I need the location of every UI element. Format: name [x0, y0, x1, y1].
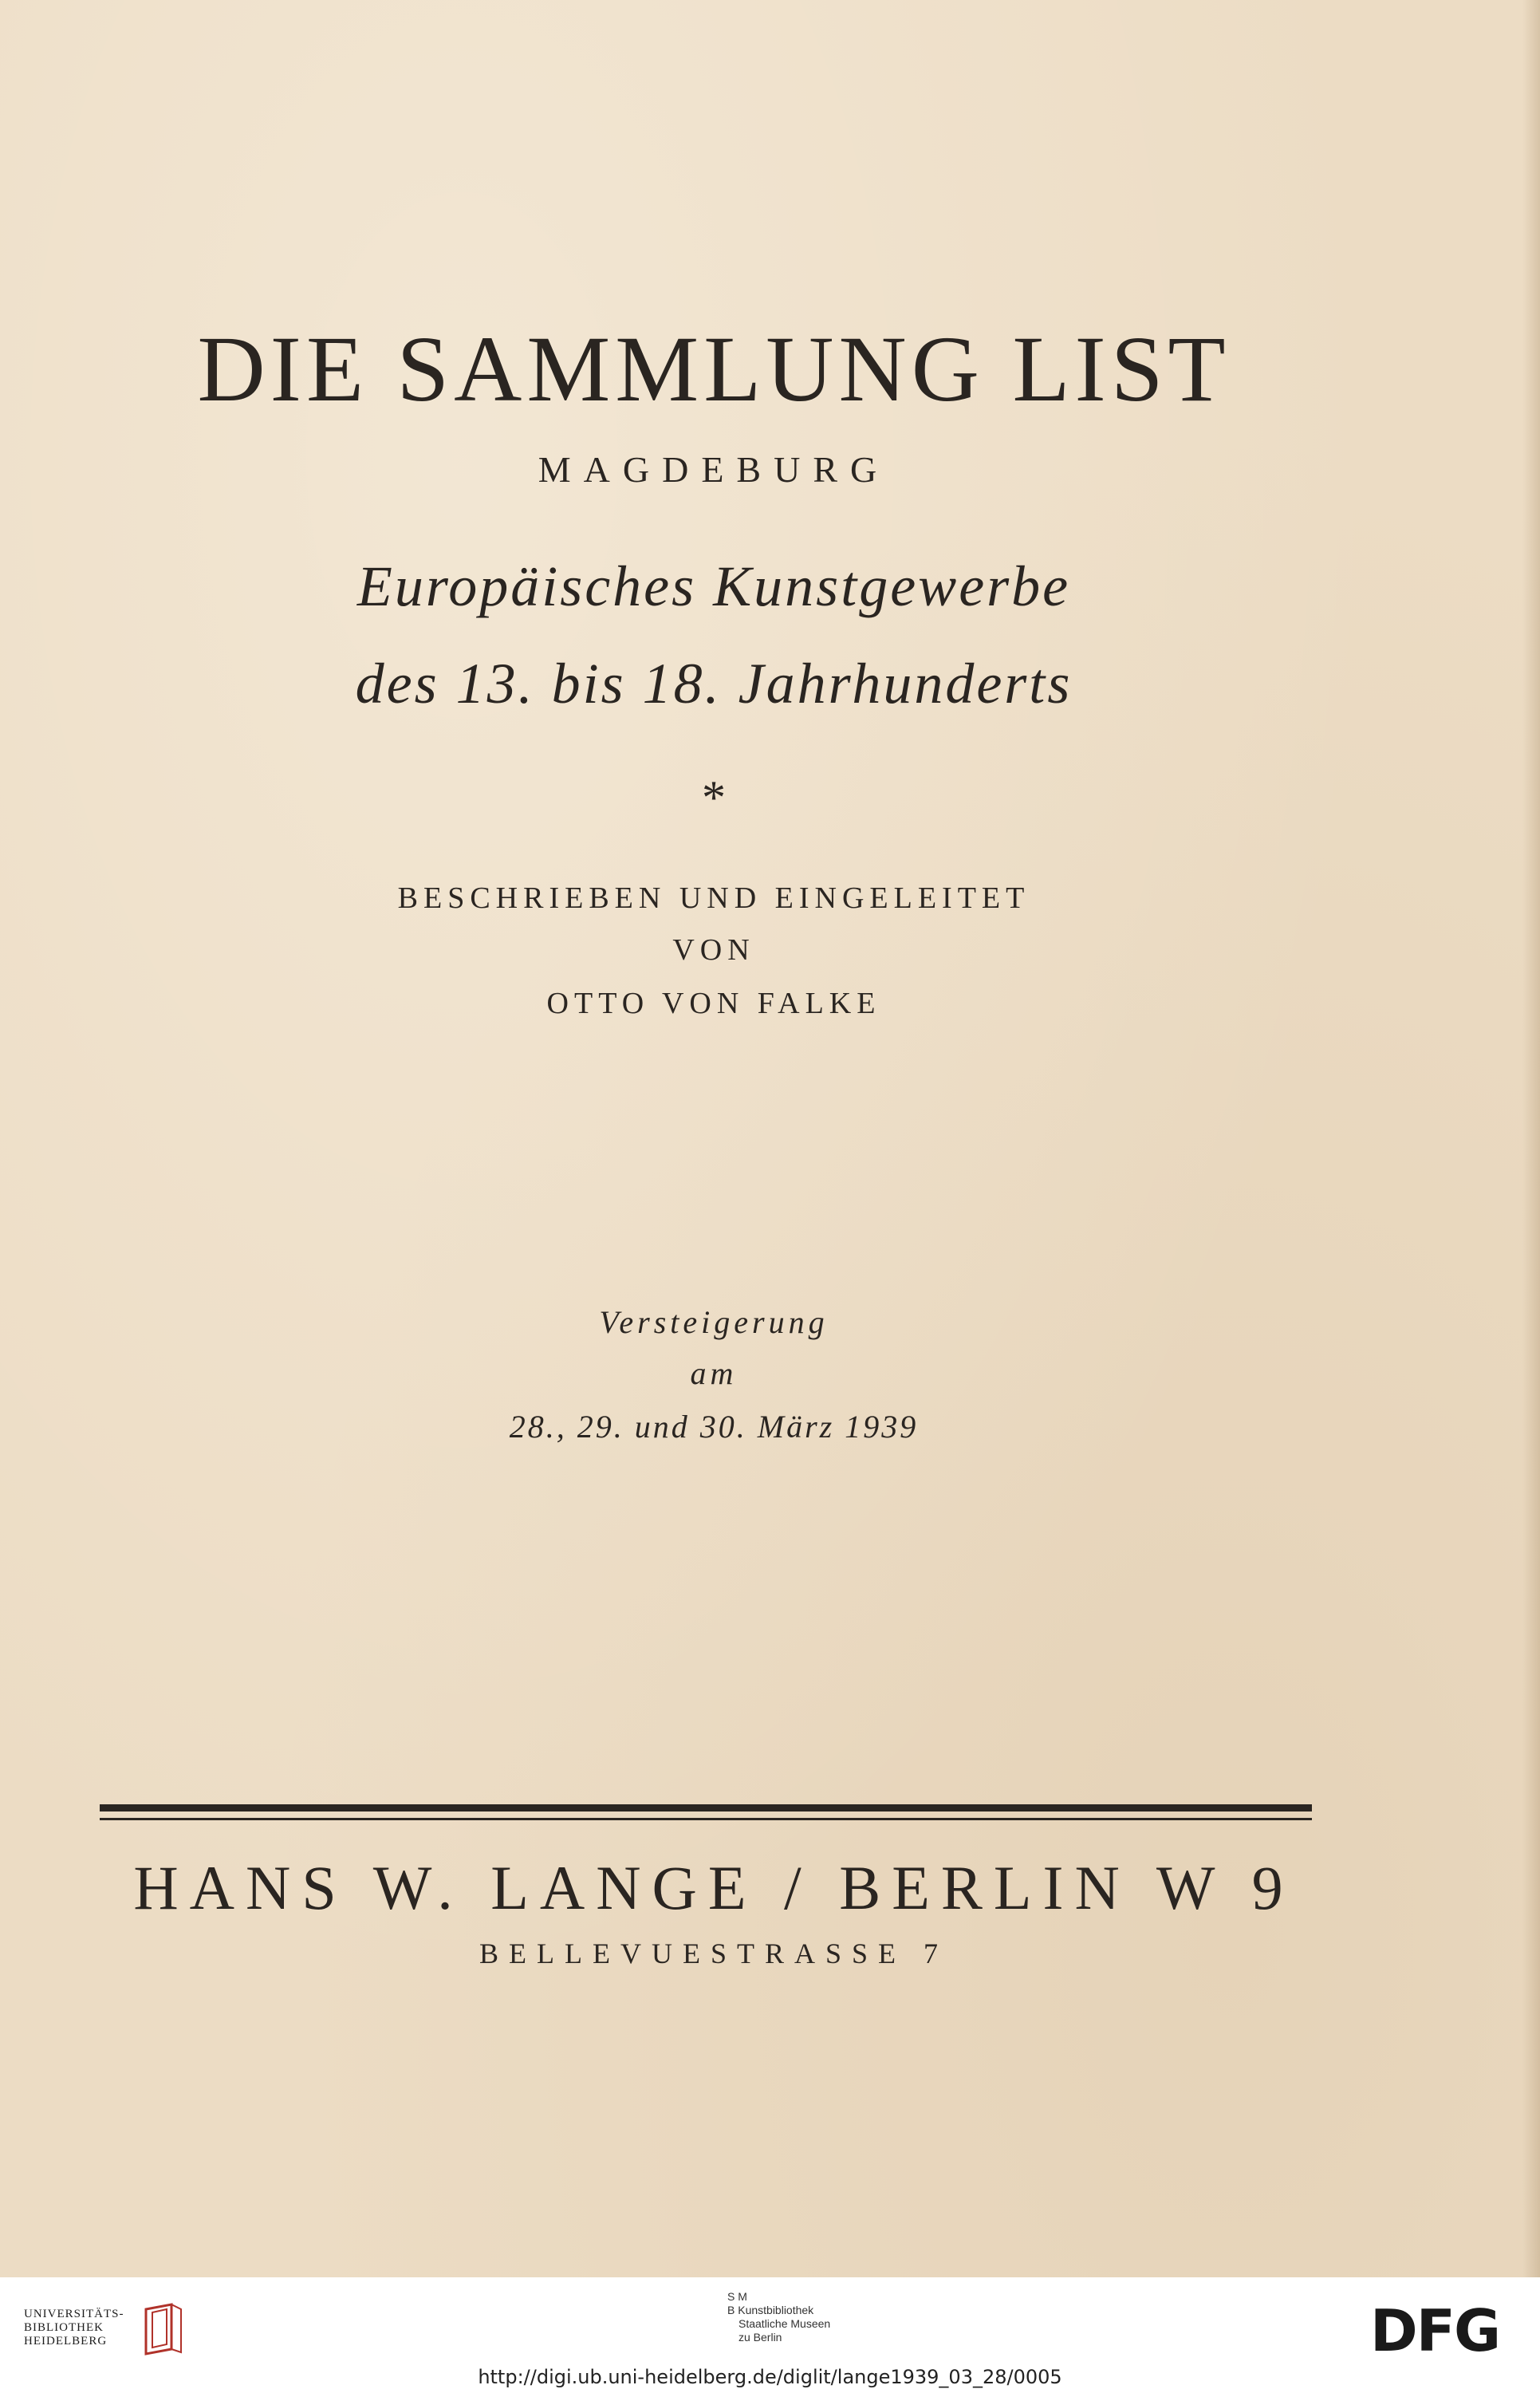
credit-line2: VON	[672, 933, 755, 967]
library-name-line3: HEIDELBERG	[24, 2335, 108, 2348]
partner-line4: zu Berlin	[738, 2331, 782, 2344]
publisher-address: BELLEVUESTRASSE 7	[479, 1938, 948, 1969]
catalog-subtitle-line1: Europäisches Kunstgewerbe	[356, 554, 1071, 618]
publisher-name: HANS W. LANGE / BERLIN W 9	[133, 1853, 1294, 1922]
library-name-line1: UNIVERSITÄTS-	[24, 2308, 124, 2320]
divider-rule-thick	[100, 1804, 1312, 1811]
catalog-title: DIE SAMMLUNG LIST	[197, 317, 1231, 421]
partner-line3: Staatliche Museen	[738, 2317, 831, 2330]
auction-label: Versteigerung	[599, 1304, 829, 1340]
partner-line1: S M	[727, 2290, 747, 2303]
ornament-asterisk: *	[702, 771, 726, 824]
dfg-logo[interactable]: DFG	[1370, 2297, 1500, 2364]
library-name-line2: BIBLIOTHEK	[24, 2321, 104, 2334]
auction-am: am	[690, 1355, 738, 1391]
library-mark-icon	[140, 2301, 186, 2357]
permalink-url[interactable]: http://digi.ub.uni-heidelberg.de/diglit/lange1939_03_28/0005	[478, 2366, 1062, 2388]
credit-author: OTTO VON FALKE	[546, 987, 881, 1020]
credit-line1: BESCHRIEBEN UND EINGELEITET	[397, 881, 1030, 915]
partner-museum-logo[interactable]	[727, 2290, 830, 2344]
partner-line2: B Kunstbibliothek	[727, 2304, 814, 2316]
catalog-city: MAGDEBURG	[538, 449, 890, 490]
university-library-logo[interactable]	[24, 2308, 124, 2348]
page-edge-shadow	[1522, 0, 1540, 2277]
divider-rule-thin	[100, 1818, 1312, 1820]
digitization-footer	[0, 2277, 1540, 2389]
auction-dates: 28., 29. und 30. März 1939	[509, 1409, 919, 1445]
catalog-subtitle-line2: des 13. bis 18. Jahrhunderts	[355, 652, 1073, 716]
